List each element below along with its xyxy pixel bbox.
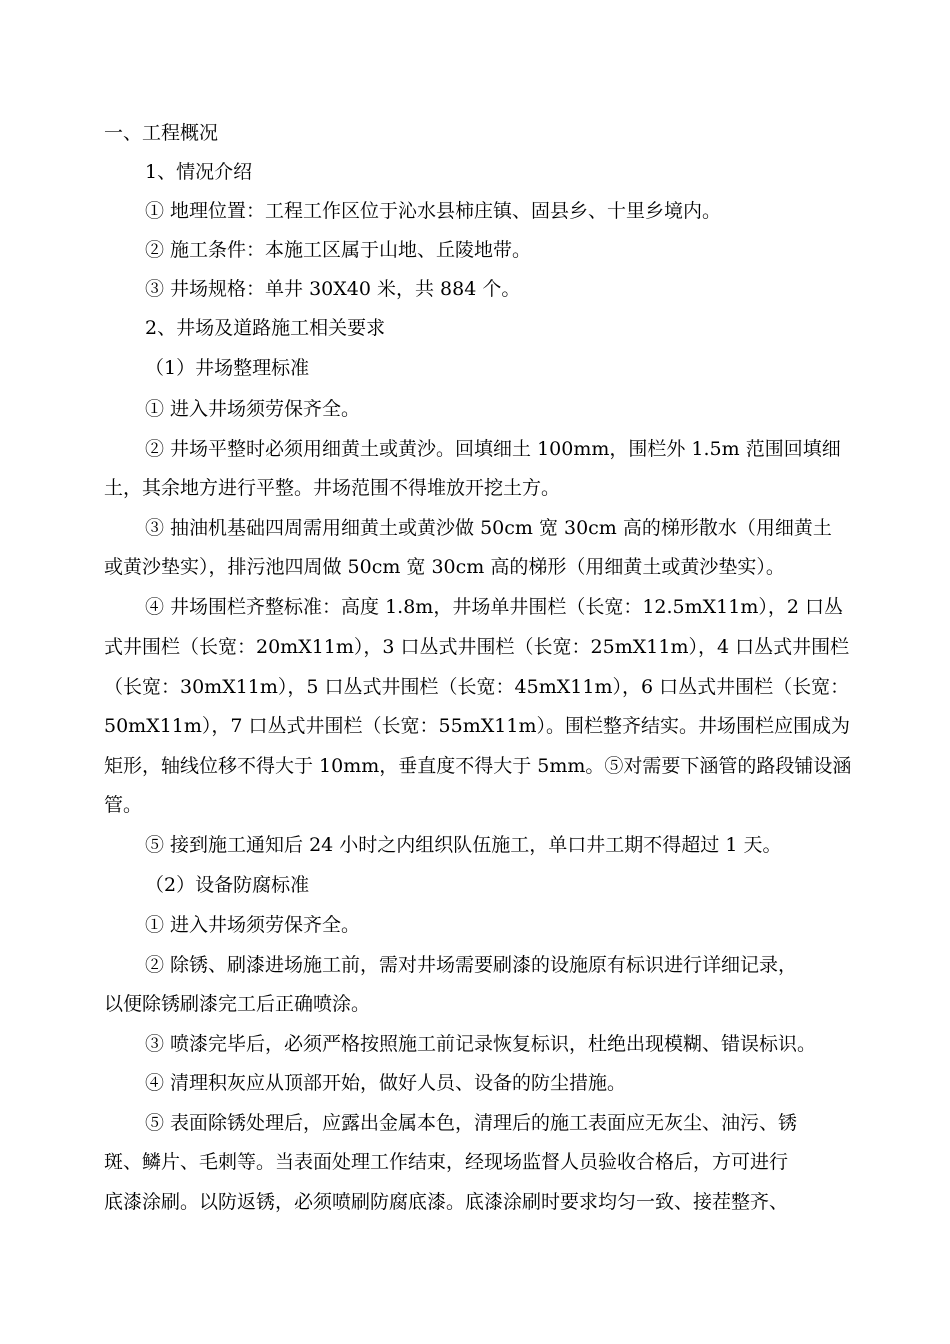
- leveling-item-5: ⑤ 接到施工通知后 24 小时之内组织队伍施工，单口井工期不得超过 1 天。: [145, 834, 782, 856]
- intro-item-location: ① 地理位置：工程工作区位于沁水县柿庄镇、固县乡、十里乡境内。: [145, 200, 722, 222]
- leveling-item-1: ① 进入井场须劳保齐全。: [145, 398, 361, 420]
- leveling-item-4-line4: 50mX11m），7 口丛式井围栏（长宽：55mX11m）。围栏整齐结实。井场围栏应围成为: [104, 715, 850, 737]
- anticorrosion-item-2-line1: ② 除锈、刷漆进场施工前，需对井场需要刷漆的设施原有标识进行详细记录，: [145, 954, 798, 976]
- anticorrosion-item-5-line1: ⑤ 表面除锈处理后，应露出金属本色，清理后的施工表面应无灰尘、油污、锈: [145, 1112, 798, 1134]
- leveling-item-4-line6: 管。: [104, 794, 143, 816]
- anticorrosion-item-3: ③ 喷漆完毕后，必须严格按照施工前记录恢复标识，杜绝出现模糊、错误标识。: [145, 1033, 817, 1055]
- leveling-item-4-line2: 式井围栏（长宽：20mX11m），3 口丛式井围栏（长宽：25mX11m），4 口丛式井围栏: [104, 636, 850, 658]
- leveling-item-4-line5: 矩形，轴线位移不得大于 10mm，垂直度不得大于 5mm。⑤对需要下涵管的路段铺设涵: [104, 755, 852, 777]
- anticorrosion-item-4: ④ 清理积灰应从顶部开始，做好人员、设备的防尘措施。: [145, 1072, 627, 1094]
- leveling-item-4-line1: ④ 井场围栏齐整标准：高度 1.8m，井场单井围栏（长宽：12.5mX11m），2 口丛: [145, 596, 843, 618]
- leveling-item-4-line3: （长宽：30mX11m），5 口丛式井围栏（长宽：45mX11m），6 口丛式井围栏（长宽：: [104, 676, 850, 698]
- anticorrosion-item-1: ① 进入井场须劳保齐全。: [145, 914, 361, 936]
- anticorrosion-item-5-line3: 底漆涂刷。以防返锈，必须喷刷防腐底漆。底漆涂刷时要求均匀一致、接茬整齐、: [104, 1191, 789, 1213]
- leveling-item-2-line1: ② 井场平整时必须用细黄土或黄沙。回填细土 100mm，围栏外 1.5m 范围回填细: [145, 438, 841, 460]
- section-heading: 一、工程概况: [104, 122, 219, 144]
- subsection-title-intro: 1、情况介绍: [145, 161, 253, 183]
- intro-item-conditions: ② 施工条件：本施工区属于山地、丘陵地带。: [145, 239, 532, 261]
- subsection-title-requirements: 2、井场及道路施工相关要求: [145, 317, 386, 339]
- leveling-item-3-line2: 或黄沙垫实），排污池四周做 50cm 宽 30cm 高的梯形（用细黄土或黄沙垫实）。: [104, 556, 785, 578]
- sub-title-site-leveling: （1）井场整理标准: [145, 357, 310, 379]
- intro-item-spec: ③ 井场规格：单井 30X40 米，共 884 个。: [145, 278, 521, 300]
- leveling-item-2-line2: 土，其余地方进行平整。井场范围不得堆放开挖土方。: [104, 477, 561, 499]
- sub-title-anticorrosion: （2）设备防腐标准: [145, 874, 310, 896]
- anticorrosion-item-5-line2: 斑、鳞片、毛刺等。当表面处理工作结束，经现场监督人员验收合格后，方可进行: [104, 1151, 789, 1173]
- leveling-item-3-line1: ③ 抽油机基础四周需用细黄土或黄沙做 50cm 宽 30cm 高的梯形散水（用细黄土: [145, 517, 832, 539]
- anticorrosion-item-2-line2: 以便除锈刷漆完工后正确喷涂。: [104, 993, 371, 1015]
